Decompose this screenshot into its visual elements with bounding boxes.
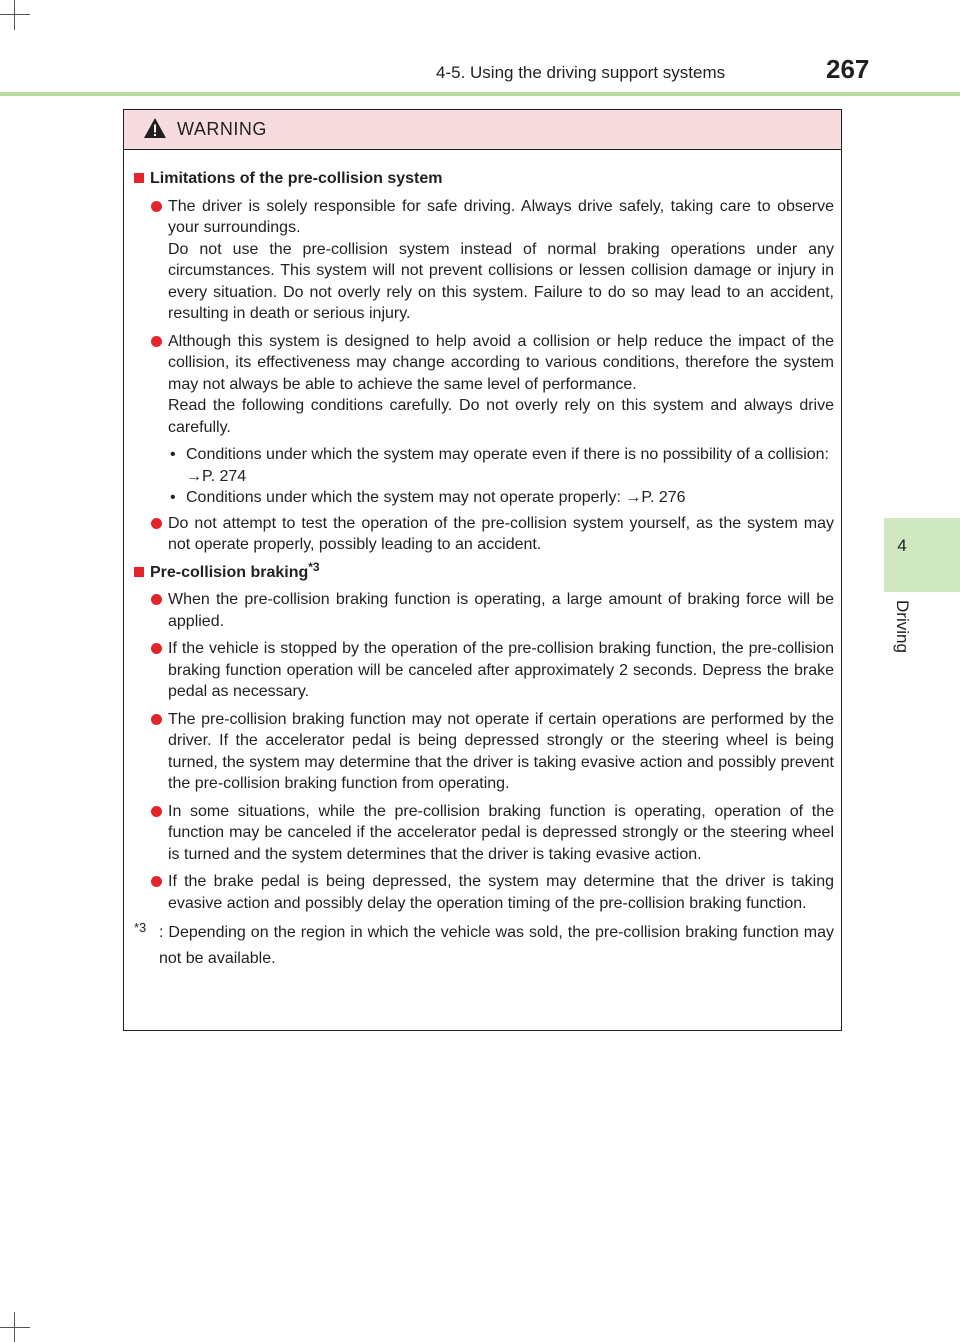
paragraph: When the pre-collision braking function is operating, a large amount of braking force will be applied. [168,591,834,630]
round-bullet-icon [151,594,162,605]
paragraph: Do not use the pre-collision system instead of normal braking operations under any circumstances. This system will not prevent collisions or lessen collision damage or injury in every situation. Do not overly rely on this system. Failure to do so may lead to an accident, resulting in death or serious injury. [168,240,834,322]
cross-reference-text[interactable]: Conditions under which the system may operate even if there is no possibility of a collision: →P. 274 [186,446,829,485]
paragraph: If the vehicle is stopped by the operation of the pre-collision braking function, the pre-collision braking function operation will be canceled after approximately 2 seconds. Depress the brake pedal as necessary. [168,640,834,700]
section-title-text: Limitations of the pre-collision system [150,170,443,187]
list-item [134,871,834,914]
paragraph: Read the following conditions carefully. Do not overly rely on this system and always drive carefully. [168,397,834,436]
footnote [134,920,834,972]
round-bullet-icon [151,714,162,725]
chapter-title-wrap [880,600,924,670]
paragraph: If the brake pedal is being depressed, the system may determine that the driver is taking evasive action and possibly delay the operation timing of the pre-collision braking function. [168,873,834,912]
paragraph: Although this system is designed to help avoid a collision or help reduce the impact of the collision, its effectiveness may change according to various conditions, therefore the system may not always be able to achieve the same level of performance. [168,332,834,393]
section-title: 4-5. Using the driving support systems [436,63,726,82]
sub-list-item: • Conditions under which the system may operate even if there is no possibility of a collision: →P. 274 [170,446,829,485]
list-item [134,513,834,556]
chapter-number: 4 [897,536,907,555]
warning-triangle-icon [143,117,167,139]
paragraph: In some situations, while the pre-collision braking function is operating, operation of the function may be canceled if the accelerator pedal is depressed strongly or the steering wheel is turned and the system determines that the driver is taking evasive action. [168,802,834,863]
square-bullet-icon [134,173,144,183]
crop-mark [14,0,15,30]
page-number: 267 [826,54,870,84]
sub-list-item: • Conditions under which the system may not operate properly: →P. 276 [170,489,686,506]
list-item [134,196,834,325]
section-heading [134,559,834,584]
footnote-mark: *3 [134,920,147,935]
cross-reference-text[interactable]: Conditions under which the system may not operate properly: →P. 276 [186,489,686,506]
warning-box [123,109,842,1031]
round-bullet-icon [151,643,162,654]
square-bullet-icon [134,567,144,577]
list-item [134,638,834,703]
crop-mark [0,1327,30,1328]
paragraph: The driver is solely responsible for safe driving. Always drive safely, taking care to observe your surroundings. [168,197,834,236]
round-bullet-icon [151,201,162,212]
footnote-marker: *3 [308,559,320,574]
round-bullet-icon [151,518,162,529]
list-item [134,589,834,632]
round-bullet-icon [151,336,162,347]
round-bullet-icon [151,806,162,817]
section-heading [134,168,834,190]
round-bullet-icon [151,876,162,887]
paragraph: Do not attempt to test the operation of the pre-collision system yourself, as the system may not operate properly, possibly leading to an accident. [168,514,834,553]
warning-header [124,110,841,150]
section-title-text: Pre-collision braking [150,563,309,581]
list-item [134,709,834,795]
warning-content [134,168,834,972]
warning-label: WARNING [177,119,267,139]
list-item [134,331,834,439]
crop-mark [0,14,30,15]
paragraph: The pre-collision braking function may not operate if certain operations are performed by the driver. If the accelerator pedal is being depressed strongly or the steering wheel is being turned, the system may determine that the driver is taking evasive action and possibly prevent the pre-collision braking function from operating. [168,710,834,792]
sub-list [134,444,834,509]
header-rule [0,92,960,96]
list-item [134,801,834,866]
footnote-text: : Depending on the region in which the vehicle was sold, the pre-collision braking function may not be available. [159,924,834,967]
chapter-title: Driving [893,600,912,653]
